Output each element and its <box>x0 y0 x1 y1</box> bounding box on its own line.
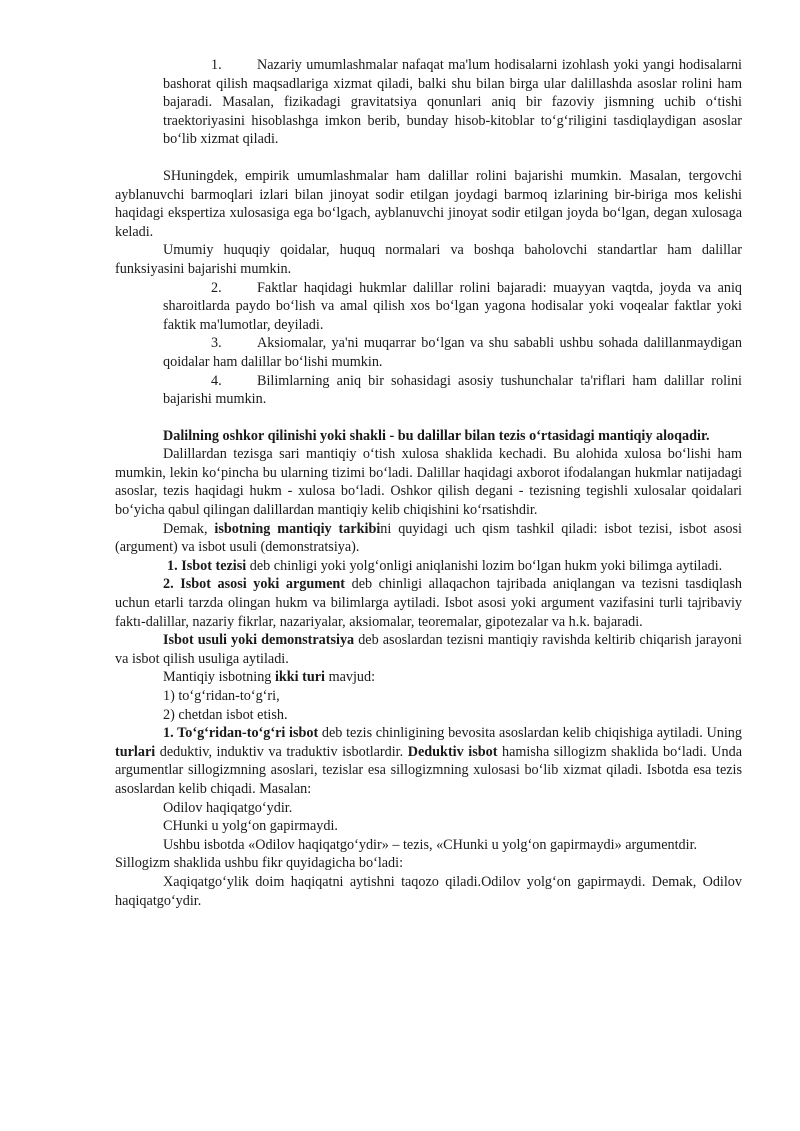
paragraph-dalil-heading <box>115 427 742 446</box>
paragraph-shuningdek: SHuningdek, empirik umumlashmalar ham dalillar rolini bajarishi mumkin. Masalan, tergovchi ayblanuvchi barmoqlari izlari bilan jinoyat sodir etilgan joydagi barmoq izlarining bir-biriga mos kelishi haqidagi ekspertiza xulosasiga ega bo‘lgach, ayblanuvchi jinoyat sodir etilgan joyda bo‘lgan, degan xulosaga keladi. <box>115 167 742 240</box>
paragraph-odilov: Odilov haqiqatgo‘ydir. <box>163 799 293 816</box>
paragraph-ikki-turi <box>115 668 742 687</box>
bold-text: 2. Isbot asosi yoki argument <box>163 576 346 593</box>
paragraph-ushbu: Ushbu isbotda «Odilov haqiqatgo‘ydir» – tezis, «CHunki u yolg‘on gapirmaydi» argumentdir. <box>163 836 698 853</box>
paragraph-isbot-usuli <box>115 631 742 668</box>
text: Demak, <box>163 520 215 537</box>
list-item-text: Aksiomalar, ya'ni muqarrar bo‘lgan va shu sababli ushbu sohada dalillanmaydigan qoidalar ham dalillar bo‘lishi mumkin. <box>163 335 742 370</box>
list-number: 1. <box>211 57 222 73</box>
text: deb chinligi allaqachon tajribada aniqlangan va tezisni tasdiqlash uchun etarli tarzda olingan hukm va bilimlarga aytiladi. Isbot asosi yoki argument vazifasini turli tajribaviy faktı-dalillar, nazariy fikrlar, nazariyalar, aksiomalar, teoremalar, gipotezalar va h.k. bajaradi. <box>115 576 742 630</box>
paragraph-xaqiqat: Xaqiqatgo‘ylik doim haqiqatni aytishni taqozo qiladi.Odilov yolg‘on gapirmaydi. Demak, Odilov haqiqatgo‘ydir. <box>115 873 742 909</box>
document-page <box>115 56 742 910</box>
paragraph-turi-1: 1) to‘g‘ridan-to‘g‘ri, <box>163 688 280 704</box>
bold-text: 1. To‘g‘ridan-to‘g‘ri isbot <box>163 725 319 742</box>
paragraph-isbot-asosi <box>115 575 742 631</box>
list-number: 2. <box>211 279 222 296</box>
list-item-text: Bilimlarning aniq bir sohasidagi asosiy tushunchalar ta'riflari ham dalillar rolini bajarishi mumkin. <box>163 372 742 408</box>
bold-text: Isbot usuli yoki demonstratsiya <box>163 632 355 649</box>
paragraph-dalillardan: Dalillardan tezisga sari mantiqiy o‘tish xulosa shaklida kechadi. Bu alohida xulosa bo‘lishi ham mumkin, lekin ko‘pincha bu ularning tizimi bo‘ladi. Dalillar haqidagi axborot ifodalangan hukmlar natijadagi asoslar, tezis haqidagi hukm - xulosa bo‘ladi. Oshkor qilish degani - tezisning tegishli xulosalar qoidalari bo‘yicha qabul qilingan dalillardan mantiqiy kelib chiqishini ko‘rsatishdir. <box>115 446 742 519</box>
text: deb asoslardan tezisni mantiqiy ravishda keltirib chiqarish jarayoni va isbot qilish usuliga aytiladi. <box>115 632 742 667</box>
bold-text: isbotning mantiqiy tarkibi <box>214 520 381 537</box>
paragraph-demak <box>115 520 742 557</box>
list-number: 3. <box>211 335 222 352</box>
list-item-1 <box>115 56 742 149</box>
bold-text: turlari <box>115 743 156 760</box>
text: ni quyidagi uch qism tashkil qiladi: isbot tezisi, isbot asosi (argument) va isbot usuli (demonstratsiya). <box>115 520 742 556</box>
list-item-text: Nazariy umumlashmalar nafaqat ma'lum hodisalarni izohlash yoki yangi hodisalarni bashorat qilish maqsadlariga xizmat qiladi, balki shu bilan birga ular dalillashda asoslar rolini ham bajaradi. Masalan, fizikadagi gravitatsiya qonunlari aniq bir fazoviy jismning uchib o‘tishi traektoriyasini hisoblashga imkon berib, bunday hisob-kitoblar to‘g‘riligini tasdiqlaydigan asoslar bo‘lib xizmat qiladi. <box>163 57 742 148</box>
paragraph-isbot-tezisi <box>115 557 742 576</box>
list-item-4 <box>115 372 742 409</box>
text: deb chinligi yoki yolg‘onligi aniqlanishi lozim bo‘lgan hukm yoki bilimga aytiladi. <box>246 557 723 574</box>
bold-text: Deduktiv isbot <box>407 743 498 760</box>
paragraph-umumiy: Umumiy huquqiy qoidalar, huquq normalari va boshqa baholovchi standartlar ham dalillar funksiyasini bajarishi mumkin. <box>115 242 742 277</box>
bold-text: Dalilning oshkor qilinishi yoki shakli - bu dalillar bilan tezis o‘rtasidagi mantiqiy aloqadir. <box>163 427 710 444</box>
paragraph-turi-2: 2) chetdan isbot etish. <box>163 706 288 723</box>
paragraph-sillogizm: Sillogizm shaklida ushbu fikr quyidagicha bo‘ladi: <box>115 855 404 872</box>
paragraph-chunki: CHunki u yolg‘on gapirmaydi. <box>163 818 338 835</box>
list-item-text: Faktlar haqidagi hukmlar dalillar rolini bajaradi: muayyan vaqtda, joyda va aniq sharoitlarda paydo bo‘lish va amal qilish xos bo‘lgan yagona hodisalar yoki voqealar faktlar yoki faktik ma'lumotlar, deyiladi. <box>163 279 742 333</box>
paragraph-togridan-togri <box>115 724 742 798</box>
text: mavjud: <box>325 669 376 686</box>
list-item-3 <box>115 334 742 371</box>
list-number: 4. <box>211 372 222 389</box>
bold-text: ikki turi <box>274 669 326 686</box>
bold-text: 1. Isbot tezisi <box>167 557 247 574</box>
text: deduktiv, induktiv va traduktiv isbotlardir. <box>155 743 404 760</box>
text: hamisha sillogizm shaklida bo‘ladi. Unda argumentlar sillogizmning asoslari, tezislar esa sillogizmning xulosasi bo‘lib xizmat qiladi. Isbotda esa tezis asoslardan kelib chiqadi. Masalan: <box>115 743 742 797</box>
text: Mantiqiy isbotning <box>163 669 275 686</box>
list-item-2 <box>115 279 742 335</box>
text: deb tezis chinligining bevosita asoslardan kelib chiqishiga aytiladi. Uning <box>318 725 742 742</box>
